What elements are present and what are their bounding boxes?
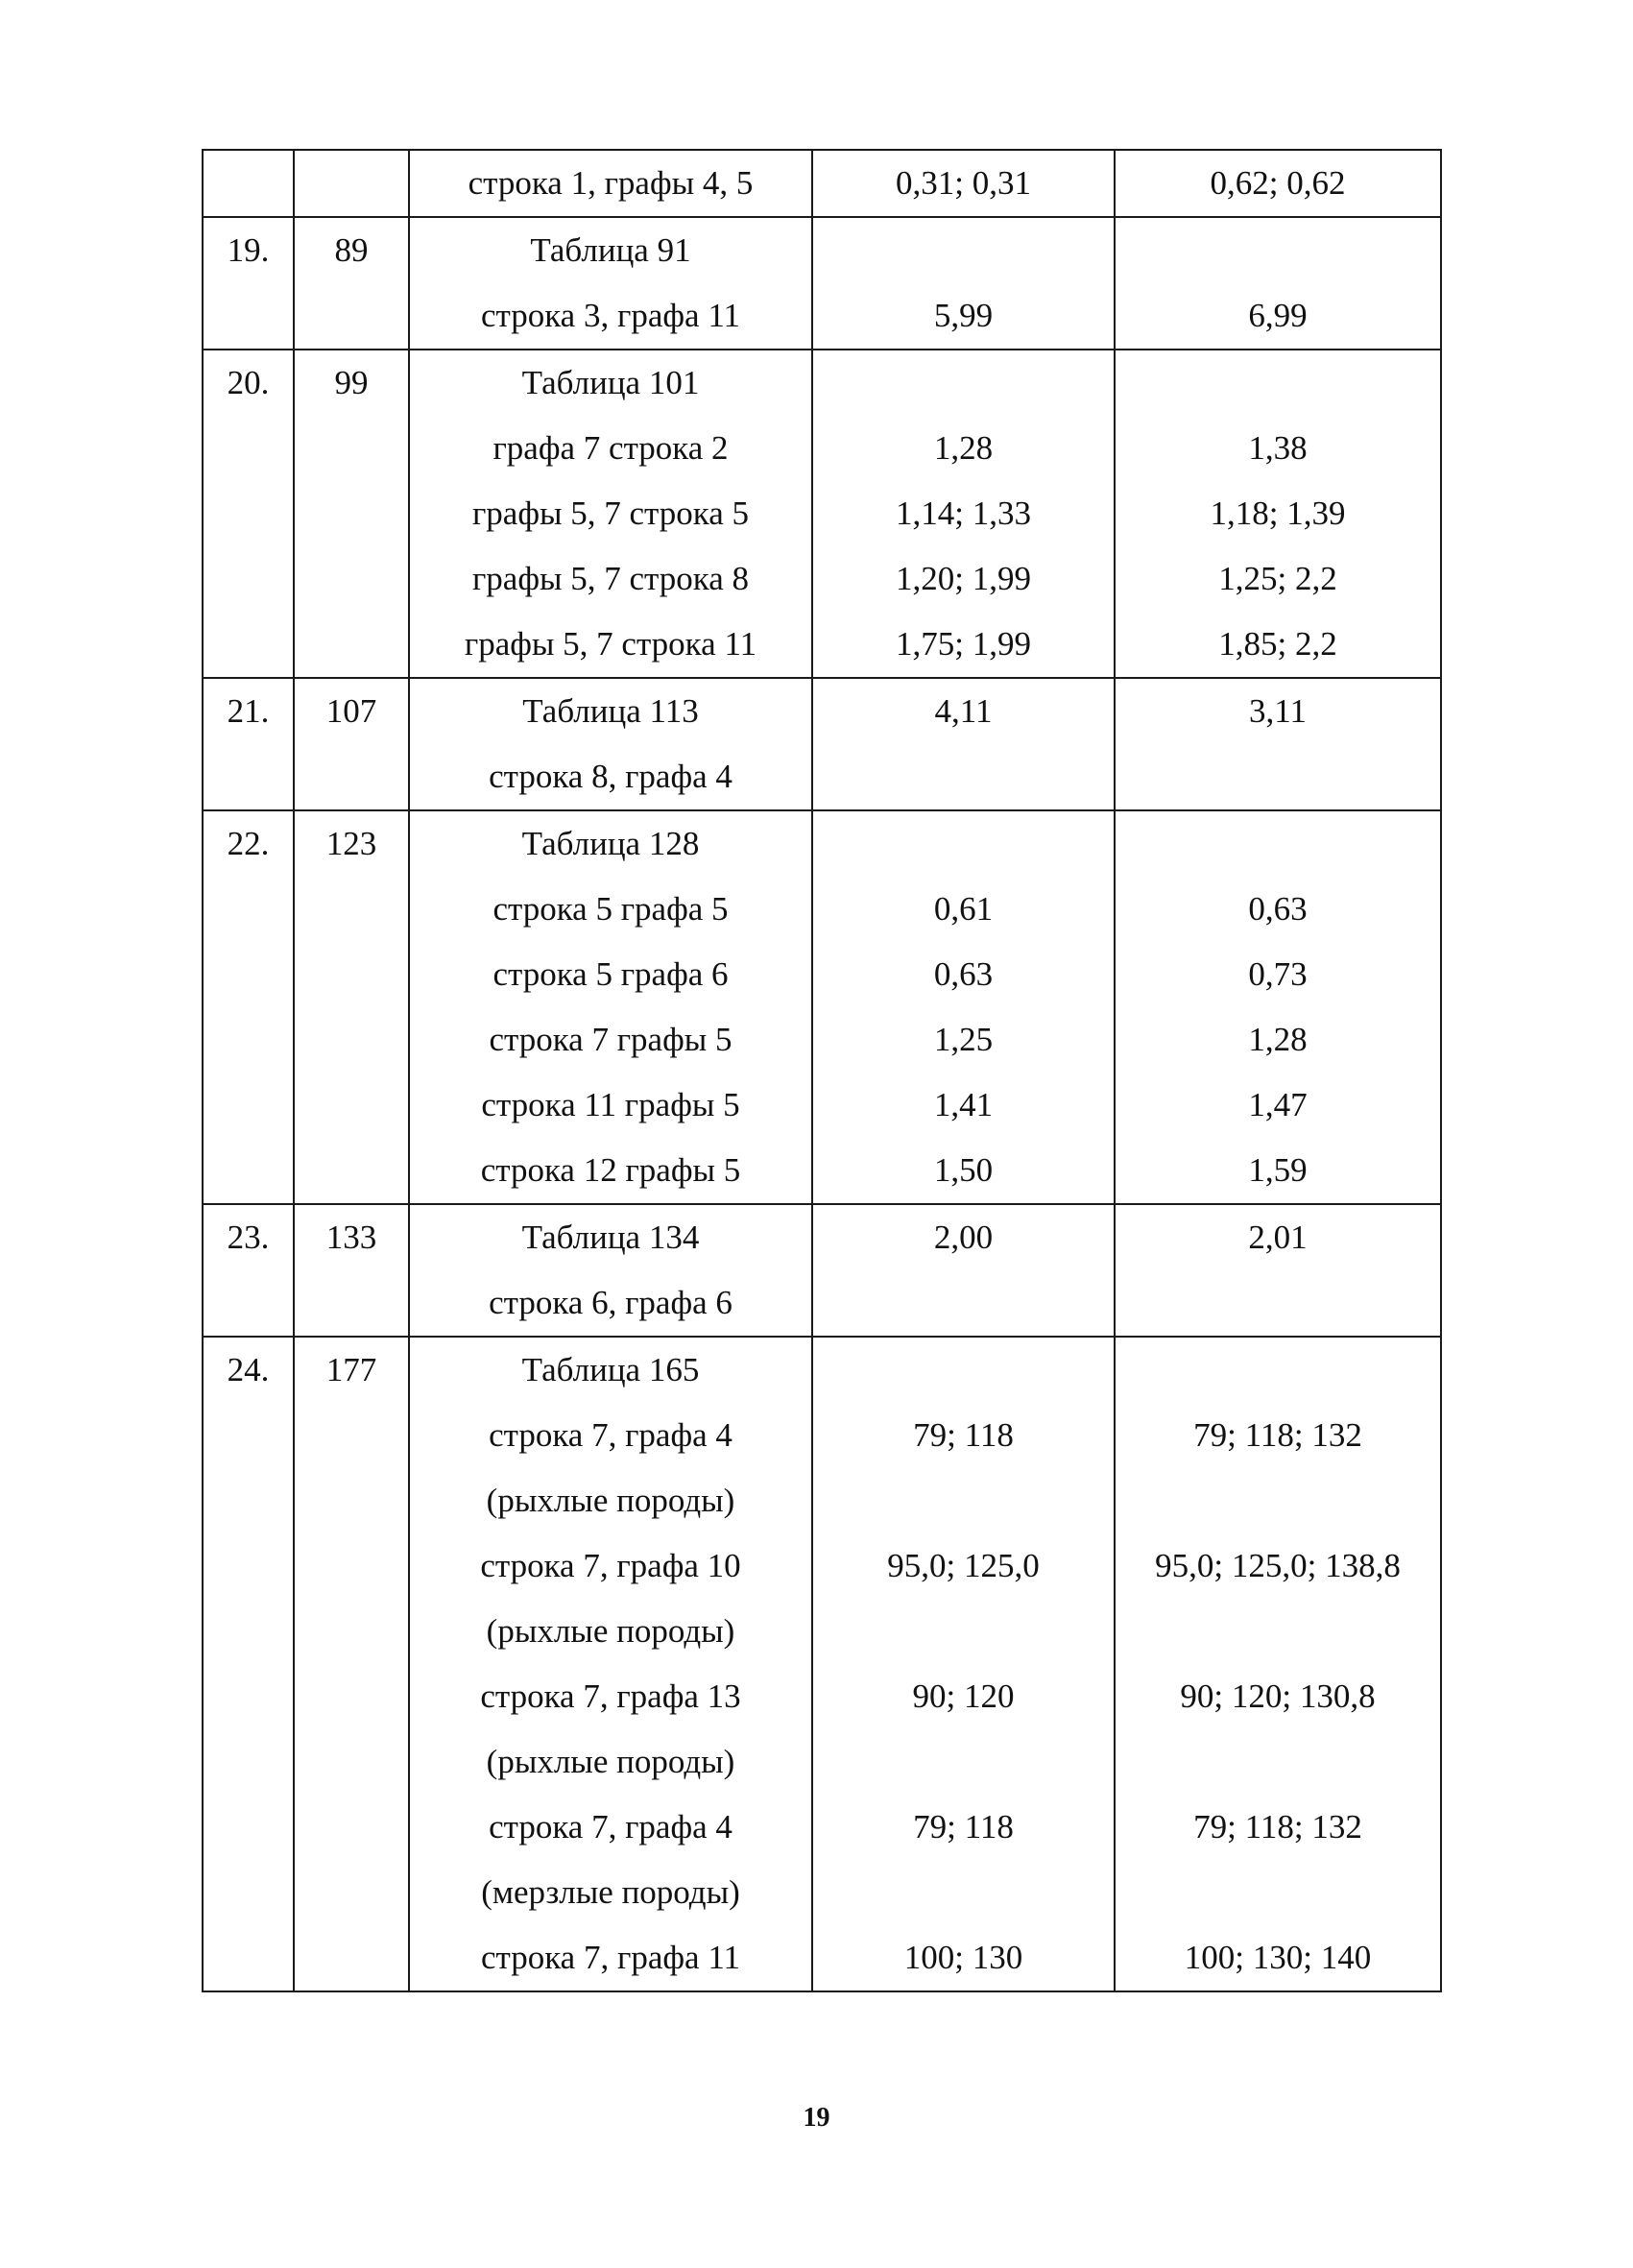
- new-value-line: 1,28: [1248, 1021, 1308, 1058]
- old-value-line: [813, 811, 1114, 877]
- page-cell-text: 89: [334, 231, 369, 269]
- page-cell-text: [295, 151, 408, 216]
- page-number: 19: [803, 2103, 830, 2133]
- location-line: графы 5, 7 строка 11: [464, 625, 757, 663]
- table-row: [203, 1204, 1441, 1337]
- location-line: строка 3, графа 11: [480, 297, 741, 334]
- new-value-line: [1116, 1860, 1440, 1925]
- location-line: строка 7, графа 10: [480, 1547, 741, 1584]
- new-value-line: 3,11: [1249, 692, 1307, 730]
- old-value-cell: [812, 1337, 1115, 1991]
- location-cell: [409, 810, 812, 1204]
- old-value-line: 1,25: [933, 1021, 994, 1058]
- old-value-line: 0,61: [933, 890, 994, 928]
- new-value-line: 6,99: [1248, 297, 1308, 334]
- location-line: строка 7, графа 4: [489, 1808, 732, 1846]
- item-number-cell-text: 20.: [227, 364, 270, 401]
- new-value-line: 90; 120; 130,8: [1180, 1677, 1376, 1715]
- old-value-line: 4,11: [934, 692, 993, 730]
- new-value-cell: [1115, 1204, 1441, 1337]
- old-value-line: [813, 1270, 1114, 1336]
- page-cell-text: 99: [334, 364, 369, 401]
- new-value-line: 1,85; 2,2: [1218, 625, 1337, 663]
- old-value-line: 5,99: [933, 297, 994, 334]
- old-value-line: [813, 218, 1114, 283]
- new-value-line: 79; 118; 132: [1193, 1808, 1362, 1846]
- page-cell: [294, 217, 409, 350]
- location-line: графы 5, 7 строка 5: [471, 495, 750, 532]
- table-row: [203, 1337, 1441, 1991]
- item-number-cell: [203, 1337, 294, 1991]
- page-cell: [294, 350, 409, 678]
- old-value-line: [813, 350, 1114, 416]
- new-value-line: [1116, 1270, 1440, 1336]
- old-value-line: 79; 118: [913, 1808, 1014, 1846]
- old-value-line: 0,63: [933, 955, 994, 993]
- old-value-line: 1,20; 1,99: [896, 560, 1031, 597]
- table-row: [203, 678, 1441, 810]
- table-row: [203, 810, 1441, 1204]
- item-number-cell-text: 19.: [227, 231, 270, 269]
- page-cell-text: 177: [325, 1351, 377, 1388]
- location-line: строка 7 графы 5: [489, 1021, 732, 1058]
- old-value-cell: [812, 1204, 1115, 1337]
- old-value-line: 90; 120: [912, 1677, 1015, 1715]
- location-cell: [409, 150, 812, 217]
- location-line: строка 7, графа 11: [480, 1939, 741, 1976]
- item-number-cell: [203, 350, 294, 678]
- old-value-line: 2,00: [933, 1218, 994, 1256]
- new-value-line: 0,62; 0,62: [1210, 164, 1346, 202]
- old-value-line: 1,50: [933, 1151, 994, 1189]
- location-line: строка 1, графы 4, 5: [468, 164, 754, 202]
- table-body: [203, 150, 1441, 1991]
- old-value-cell: [812, 810, 1115, 1204]
- page-cell: [294, 678, 409, 810]
- item-number-cell: [203, 217, 294, 350]
- old-value-line: 79; 118: [913, 1416, 1014, 1454]
- page-cell: [294, 810, 409, 1204]
- location-cell: [409, 217, 812, 350]
- location-cell: [409, 1204, 812, 1337]
- new-value-line: [1116, 218, 1440, 283]
- location-cell: [409, 350, 812, 678]
- table-row: [203, 217, 1441, 350]
- location-line: Таблица 165: [521, 1351, 700, 1388]
- new-value-line: 1,25; 2,2: [1218, 560, 1337, 597]
- old-value-line: 1,41: [933, 1086, 994, 1123]
- new-value-line: [1116, 811, 1440, 877]
- location-line: строка 5 графа 6: [492, 955, 729, 993]
- old-value-line: 0,31; 0,31: [896, 164, 1031, 202]
- item-number-cell-text: 22.: [227, 825, 270, 862]
- item-number-cell-text: 23.: [227, 1218, 270, 1256]
- location-line: Таблица 128: [521, 825, 700, 862]
- item-number-cell-text: [204, 151, 293, 216]
- new-value-line: [1116, 744, 1440, 809]
- location-line: строка 12 графы 5: [480, 1151, 741, 1189]
- location-line: Таблица 101: [521, 364, 700, 401]
- page-cell-text: 123: [325, 825, 377, 862]
- location-cell: [409, 1337, 812, 1991]
- new-value-line: 1,59: [1248, 1151, 1308, 1189]
- new-value-line: 79; 118; 132: [1193, 1416, 1362, 1454]
- item-number-cell: [203, 1204, 294, 1337]
- new-value-cell: [1115, 350, 1441, 678]
- old-value-cell: [812, 150, 1115, 217]
- new-value-line: [1116, 350, 1440, 416]
- new-value-line: [1116, 1729, 1440, 1795]
- new-value-line: 1,38: [1248, 429, 1308, 467]
- location-line: графы 5, 7 строка 8: [471, 560, 750, 597]
- new-value-cell: [1115, 810, 1441, 1204]
- new-value-cell: [1115, 1337, 1441, 1991]
- new-value-line: [1116, 1468, 1440, 1533]
- location-line: Таблица 91: [530, 231, 691, 269]
- location-line: (рыхлые породы): [486, 1743, 735, 1780]
- location-line: строка 8, графа 4: [489, 758, 732, 795]
- new-value-line: 0,63: [1248, 890, 1308, 928]
- old-value-line: [813, 1729, 1114, 1795]
- new-value-line: 1,47: [1248, 1086, 1308, 1123]
- page-cell: [294, 150, 409, 217]
- old-value-cell: [812, 217, 1115, 350]
- table-row: [203, 350, 1441, 678]
- location-line: строка 6, графа 6: [489, 1284, 732, 1321]
- old-value-cell: [812, 678, 1115, 810]
- location-line: строка 11 графы 5: [481, 1086, 740, 1123]
- item-number-cell: [203, 678, 294, 810]
- new-value-line: [1116, 1338, 1440, 1403]
- new-value-line: 95,0; 125,0; 138,8: [1155, 1547, 1401, 1584]
- item-number-cell: [203, 150, 294, 217]
- location-line: строка 7, графа 13: [480, 1677, 741, 1715]
- location-line: графа 7 строка 2: [492, 429, 729, 467]
- location-line: строка 5 графа 5: [492, 890, 729, 928]
- new-value-line: 100; 130; 140: [1184, 1939, 1372, 1976]
- new-value-cell: [1115, 217, 1441, 350]
- location-line: (рыхлые породы): [486, 1612, 735, 1650]
- old-value-line: 100; 130: [903, 1939, 1023, 1976]
- item-number-cell: [203, 810, 294, 1204]
- location-cell: [409, 678, 812, 810]
- location-line: Таблица 134: [521, 1218, 700, 1256]
- new-value-line: 1,18; 1,39: [1210, 495, 1346, 532]
- old-value-cell: [812, 350, 1115, 678]
- page-cell-text: 107: [325, 692, 377, 730]
- new-value-cell: [1115, 678, 1441, 810]
- old-value-line: [813, 744, 1114, 809]
- old-value-line: 95,0; 125,0: [887, 1547, 1040, 1584]
- new-value-line: [1116, 1599, 1440, 1664]
- location-line: Таблица 113: [522, 692, 699, 730]
- old-value-line: 1,28: [933, 429, 994, 467]
- page-cell: [294, 1337, 409, 1991]
- page-cell: [294, 1204, 409, 1337]
- old-value-line: 1,75; 1,99: [896, 625, 1031, 663]
- item-number-cell-text: 24.: [227, 1351, 270, 1388]
- old-value-line: [813, 1860, 1114, 1925]
- new-value-line: 0,73: [1248, 955, 1308, 993]
- old-value-line: [813, 1468, 1114, 1533]
- new-value-line: 2,01: [1248, 1218, 1308, 1256]
- item-number-cell-text: 21.: [227, 692, 270, 730]
- new-value-cell: [1115, 150, 1441, 217]
- table-row: [203, 150, 1441, 217]
- location-line: (мерзлые породы): [481, 1873, 740, 1911]
- location-line: (рыхлые породы): [486, 1482, 735, 1519]
- amendments-table: [202, 149, 1442, 1992]
- page-cell-text: 133: [325, 1218, 377, 1256]
- old-value-line: [813, 1338, 1114, 1403]
- location-line: строка 7, графа 4: [489, 1416, 732, 1454]
- old-value-line: [813, 1599, 1114, 1664]
- old-value-line: 1,14; 1,33: [896, 495, 1031, 532]
